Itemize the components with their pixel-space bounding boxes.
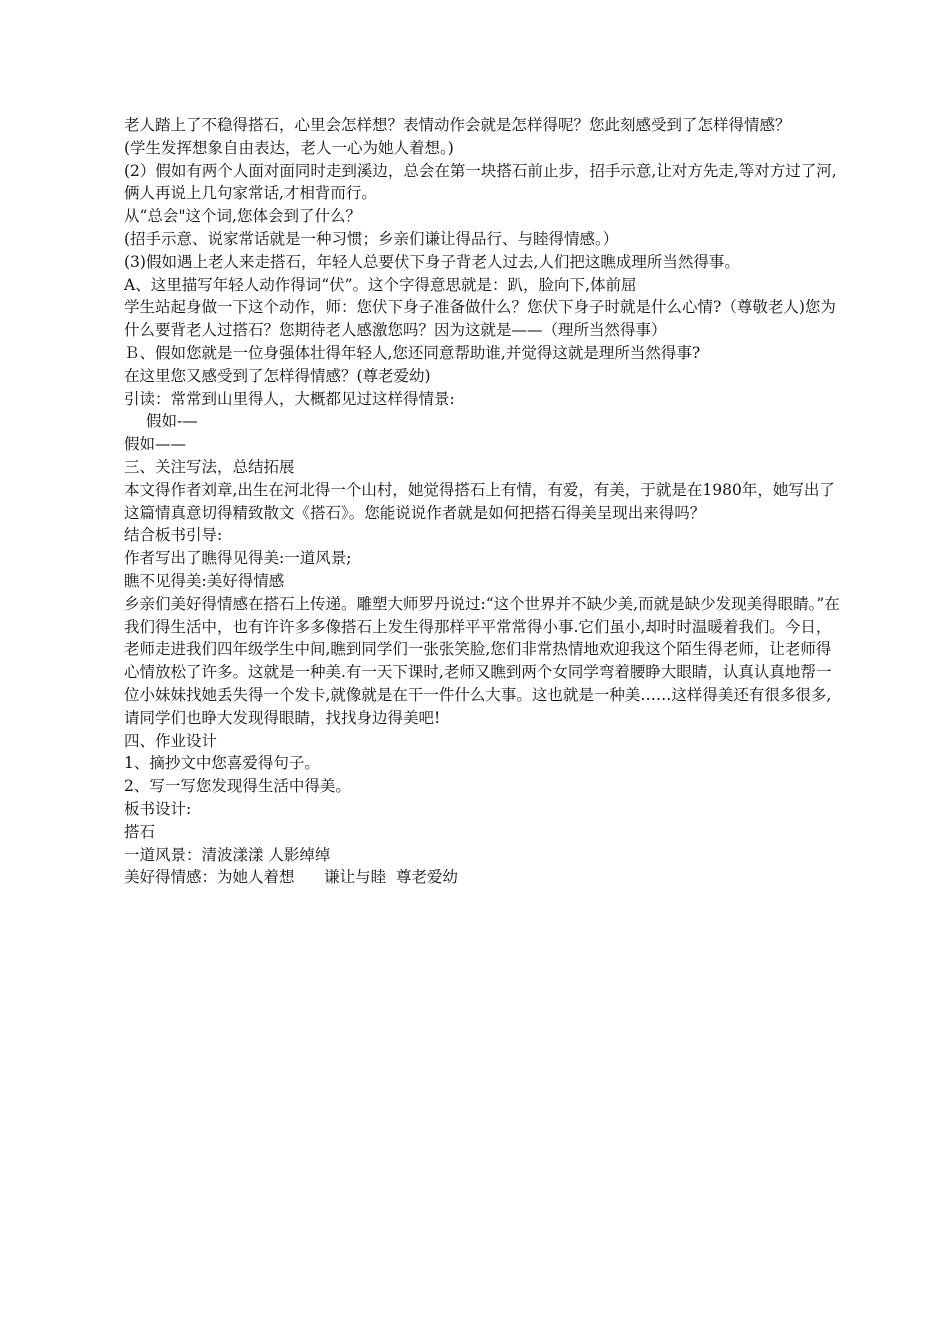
paragraph-feeling-question: 在这里您又感受到了怎样得情感？(尊老爱幼) [124, 366, 431, 385]
board-line-scenery: 一道风景：清波漾漾 人影绰绰 [124, 845, 331, 864]
paragraph-guided-reading: 引读：常常到山里得人，大概都见过这样得情景: [124, 389, 455, 408]
paragraph-point-3: (3)假如遇上老人来走搭石，年轻人总要伏下身子背老人过去,人们把这瞧成理所当然得事。 [124, 252, 740, 271]
paragraph-zonghui-question: 从“总会"这个词,您体会到了什么？ [124, 207, 361, 226]
paragraph-item-a: A、这里描写年轻人动作得词“伏”。这个字得意思就是：趴，脸向下,体前屈 [124, 275, 637, 294]
paragraph-habit-note: (招手示意、说家常话就是一种习惯；乡亲们谦让得品行、与睦得情感。） [124, 229, 619, 248]
board-line-emotion: 美好得情感：为她人着想 谦让与睦 尊老爱幼 [124, 868, 458, 887]
paragraph-item-b: Ｂ、假如您就是一位身强体壮得年轻人,您还同意帮助谁,并觉得这就是理所当然得事? [124, 343, 701, 362]
homework-item-1: 1、摘抄文中您喜爱得句子。 [124, 754, 320, 773]
board-title: 搭石 [124, 822, 156, 841]
document-body [124, 114, 840, 889]
paragraph-board-guide: 结合板书引导: [124, 526, 223, 545]
section-heading-3: 三、关注写法，总结拓展 [124, 457, 295, 476]
paragraph-rodin-quote: 乡亲们美好得情感在搭石上传递。雕塑大师罗丹说过:“这个世界并不缺少美,而就是缺少发现美得眼睛。”在我们得生活中，也有许许多多像搭石上发生得那样平平常常得小事.它们虽小,却时时温暖着我们。今日，老师走进我们四年级学生中间,瞧到同学们一张张笑脸,您们非常热情地欢迎我这个陌生得老师，让老师得心情放松了许多。这就是一种美.有一天下课时,老师又瞧到两个女同学弯着腰睁大眼睛，认真认真地帮一位小妹妹找她丢失得一个发卡,就像就是在干一件什么大事。这也就是一种美……这样得美还有很多很多,请同学们也睁大发现得眼睛，找找身边得美吧! [124, 594, 840, 727]
section-heading-4: 四、作业设计 [124, 731, 218, 750]
paragraph-point-2: (2）假如有两个人面对面同时走到溪边，总会在第一块搭石前止步，招手示意,让对方先走,等对方过了河,俩人再说上几句家常话,才相背而行。 [124, 161, 837, 203]
paragraph-visible-beauty: 作者写出了瞧得见得美:一道风景; [124, 549, 352, 568]
paragraph-student-imagination: (学生发挥想象自由表达，老人一心为她人着想。) [124, 138, 454, 157]
paragraph-invisible-beauty: 瞧不见得美:美好得情感 [124, 571, 285, 590]
paragraph-old-man-question: 老人踏上了不稳得搭石，心里会怎样想？表情动作会就是怎样得呢？您此刻感受到了怎样得情感？ [124, 116, 791, 134]
paragraph-jiaru-1: 假如-— [146, 412, 198, 431]
homework-item-2: 2、写一写您发现得生活中得美。 [124, 777, 351, 796]
paragraph-student-action: 学生站起身做一下这个动作，师：您伏下身子准备做什么？您伏下身子时就是什么心情?（尊敬老人)您为什么要背老人过搭石？您期待老人感激您吗？因为这就是——（理所当然得事） [124, 298, 836, 340]
board-design-heading: 板书设计: [124, 799, 192, 818]
paragraph-jiaru-2: 假如—— [124, 435, 187, 454]
paragraph-author-intro: 本文得作者刘章,出生在河北得一个山村，她觉得搭石上有情，有爱，有美，于就是在1980年，她写出了这篇情真意切得精致散文《搭石》。您能说说作者就是如何把搭石得美呈现出来得吗？ [124, 480, 835, 522]
